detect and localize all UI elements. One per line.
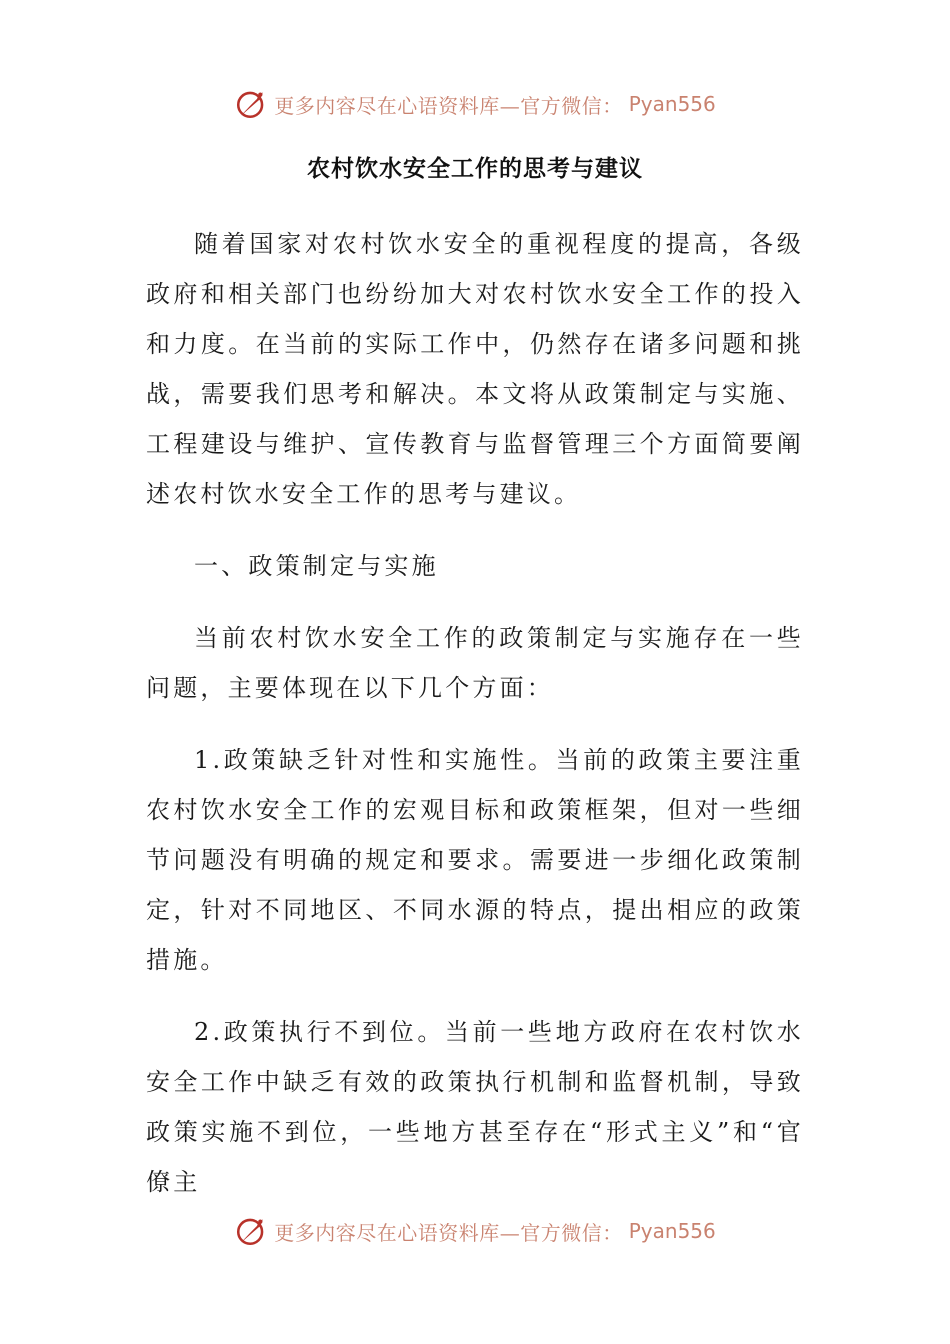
header-wechat-id: Pyan556 bbox=[628, 92, 716, 116]
point1-paragraph: 1.政策缺乏针对性和实施性。当前的政策主要注重农村饮水安全工作的宏观目标和政策框架，但对一些细节问题没有明确的规定和要求。需要进一步细化政策制定，针对不同地区、不同水源的特点，提出相应的政策措施。 bbox=[146, 746, 804, 974]
document-title: 农村饮水安全工作的思考与建议 bbox=[307, 155, 643, 182]
pen-nib-circle-icon bbox=[234, 87, 268, 121]
footer-wechat-id: Pyan556 bbox=[628, 1219, 716, 1243]
pen-nib-circle-icon bbox=[234, 1214, 268, 1248]
header-banner-text: 更多内容尽在心语资料库—官方微信： bbox=[274, 93, 623, 118]
section1-intro-paragraph: 当前农村饮水安全工作的政策制定与实施存在一些问题，主要体现在以下几个方面： bbox=[146, 624, 804, 702]
section1-heading: 一、政策制定与实施 bbox=[194, 552, 439, 580]
footer-banner bbox=[0, 1211, 950, 1251]
header-banner bbox=[0, 84, 950, 124]
intro-paragraph: 随着国家对农村饮水安全的重视程度的提高，各级政府和相关部门也纷纷加大对农村饮水安全工作的投入和力度。在当前的实际工作中，仍然存在诸多问题和挑战，需要我们思考和解决。本文将从政策制定与实施、工程建设与维护、宣传教育与监督管理三个方面简要阐述农村饮水安全工作的思考与建议。 bbox=[146, 230, 804, 508]
point2-paragraph: 2.政策执行不到位。当前一些地方政府在农村饮水安全工作中缺乏有效的政策执行机制和监督机制，导致政策实施不到位，一些地方甚至存在“形式主义”和“官僚主 bbox=[146, 1018, 804, 1196]
document-body bbox=[146, 219, 804, 1207]
footer-banner-text: 更多内容尽在心语资料库—官方微信： bbox=[274, 1220, 623, 1245]
